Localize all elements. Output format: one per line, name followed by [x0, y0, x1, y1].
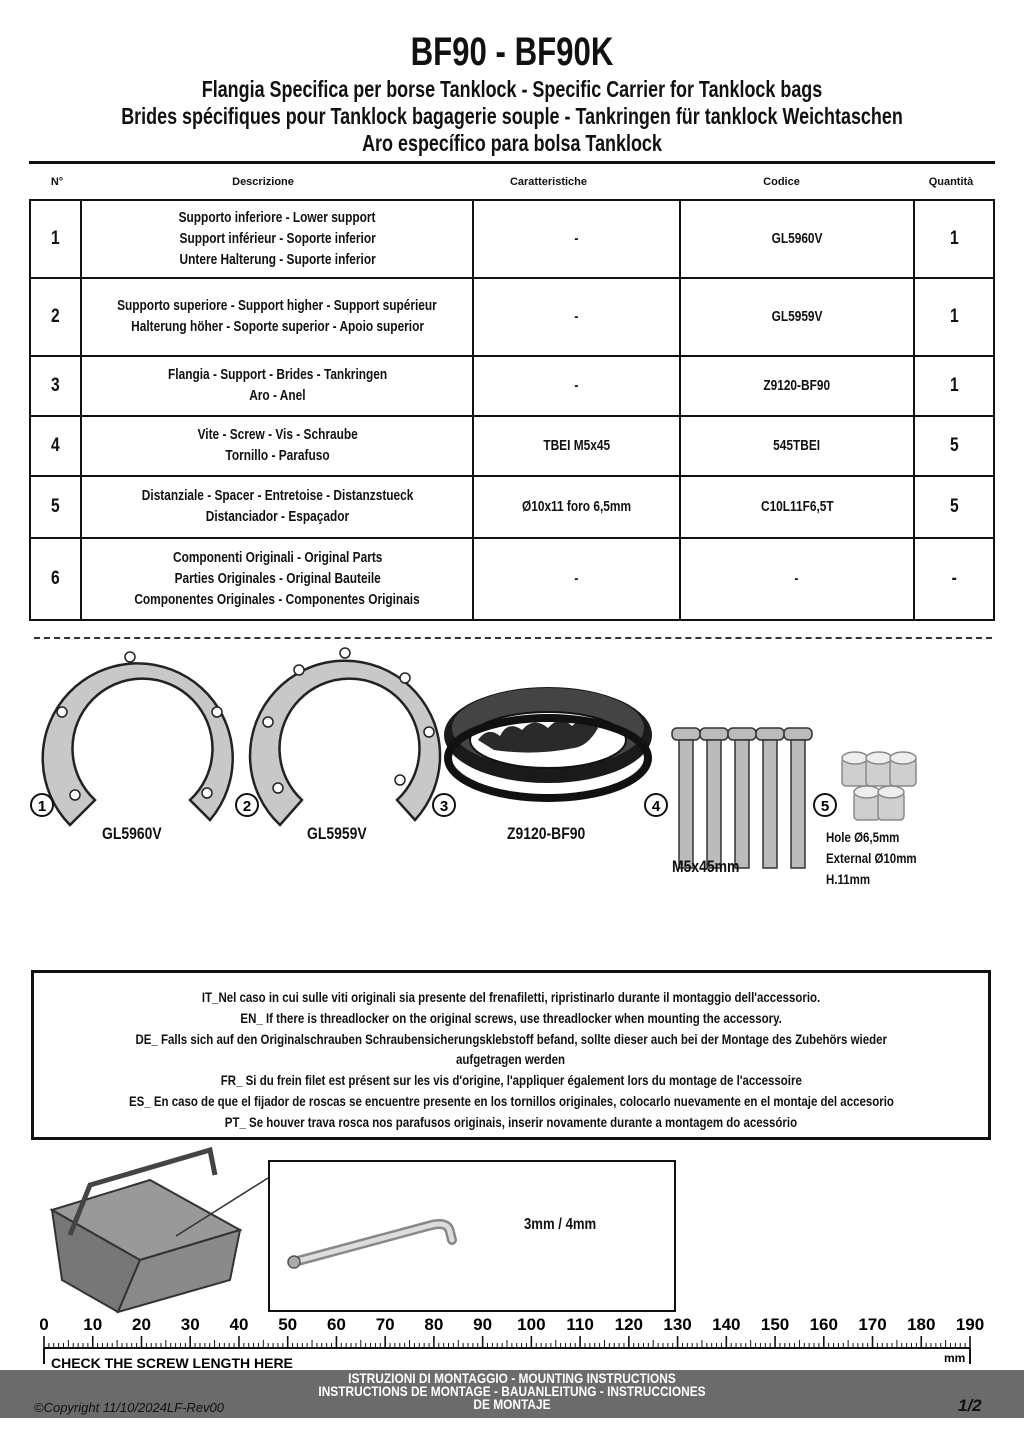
page-number: 1/2	[958, 1396, 982, 1415]
svg-text:2: 2	[242, 798, 252, 815]
spacers-drawing	[842, 752, 916, 820]
footer-line-1: ISTRUZIONI DI MONTAGGIO - MOUNTING INSTRUCTIONS	[348, 1370, 676, 1386]
note-en: EN_ If there is threadlocker on the original screws, use threadlocker when mounting the accessory.	[240, 1010, 782, 1026]
screw-length-ruler	[0, 1300, 1024, 1370]
ruler-tick-label: 180	[907, 1315, 936, 1334]
ruler-tick-label: 50	[278, 1315, 298, 1334]
cell-description: Supporto superiore - Support higher - Support supérieur Halterung höher - Soporte superior - Apoio superior	[81, 278, 473, 356]
document-title: BF90 - BF90K	[410, 30, 614, 74]
spacer-external: External Ø10mm	[826, 850, 917, 866]
ruler-tick-label: 10	[83, 1315, 103, 1334]
svg-text:5: 5	[820, 798, 830, 815]
col-header-characteristics: Caratteristiche	[509, 176, 588, 188]
note-pt: PT_ Se houver trava rosca nos parafusos originais, inserir novamente durante a montagem do acessório	[224, 1114, 798, 1130]
cell-quantity: 1	[914, 356, 994, 416]
cell-code: GL5959V	[680, 278, 914, 356]
svg-text:4: 4	[651, 798, 661, 815]
col-header-code: Codice	[763, 176, 800, 188]
table-row	[30, 200, 994, 278]
flange-ring-drawing	[444, 687, 652, 798]
cell-characteristics: -	[473, 200, 680, 278]
part-badge-4	[645, 794, 667, 816]
cell-description: Distanziale - Spacer - Entretoise - Distanzstueck Distanciador - Espaçador	[81, 476, 473, 538]
footer-line-3: DE MONTAJE	[473, 1396, 551, 1412]
dashed-separator	[34, 637, 992, 639]
svg-text:3: 3	[439, 798, 449, 815]
header-rule	[29, 161, 995, 164]
label-m5x45mm: M5x45mm	[672, 857, 740, 876]
footer-line-2: INSTRUCTIONS DE MONTAGE - BAUANLEITUNG - INSTRUCCIONES	[318, 1383, 706, 1399]
table-row	[30, 278, 994, 356]
ruler-tick-label: 190	[955, 1315, 985, 1334]
ruler-tick-label: 40	[229, 1315, 249, 1334]
cell-code: C10L11F6,5T	[680, 476, 914, 538]
cell-description: Flangia - Support - Brides - Tankringen Aro - Anel	[81, 356, 473, 416]
part-badge-3	[433, 794, 455, 816]
cell-code: 545TBEI	[680, 416, 914, 476]
screws-drawing	[672, 728, 812, 868]
ruler-tick-label: 150	[760, 1315, 790, 1334]
threadlocker-note-box	[31, 970, 991, 1140]
spacer-height: H.11mm	[826, 871, 871, 887]
table-row	[30, 476, 994, 538]
allen-key-icon	[270, 1162, 674, 1310]
ruler-tick-label: 70	[375, 1315, 395, 1334]
cell-description: Vite - Screw - Vis - Schraube Tornillo - Parafuso	[81, 416, 473, 476]
label-gl5960v: GL5960V	[102, 824, 162, 843]
label-gl5959v: GL5959V	[307, 824, 367, 843]
cell-characteristics: -	[473, 538, 680, 620]
part-badge-1	[31, 794, 53, 816]
col-header-description: Descrizione	[232, 176, 294, 188]
col-header-quantity: Quantità	[928, 176, 974, 188]
table-row	[30, 356, 994, 416]
ruler-tick-label: 170	[858, 1315, 887, 1334]
allen-key-box	[268, 1160, 676, 1312]
ruler-tick-label: 0	[39, 1315, 49, 1334]
note-de: DE_ Falls sich auf den Originalschrauben Schraubensicherungsklebstoff befand, sollte dieser auch bei der Montage des Zubehörs wieder	[135, 1031, 887, 1047]
cell-quantity: 5	[914, 476, 994, 538]
svg-text:1: 1	[37, 798, 47, 815]
cell-number: 1	[30, 200, 81, 278]
cell-description: Supporto inferiore - Lower support Support inférieur - Soporte inferior Untere Halterung - Suporte inferior	[81, 200, 473, 278]
note-fr: FR_ Si du frein filet est présent sur les vis d'origine, l'appliquer également lors du montage de l'accessoire	[220, 1072, 802, 1088]
lower-support-drawing	[43, 652, 233, 825]
col-header-number: N°	[50, 176, 64, 188]
ruler-tick-label: 20	[132, 1315, 151, 1334]
table-row	[30, 538, 994, 620]
note-es: ES_ En caso de que el fijador de roscas se encuentre presente en los tornillos originales, colocarlo nuevamente en el montaje del accesorio	[128, 1093, 894, 1109]
subtitle-es: Aro específico para bolsa Tanklock	[362, 130, 662, 156]
cell-code: -	[680, 538, 914, 620]
table-row	[30, 416, 994, 476]
parts-table	[29, 199, 995, 621]
ruler-tick-label: 80	[424, 1315, 444, 1334]
note-de-cont: aufgetragen werden	[456, 1051, 566, 1067]
part-badge-2	[236, 794, 258, 816]
ruler-tick-label: 30	[180, 1315, 200, 1334]
subtitle-it-en: Flangia Specifica per borse Tanklock - Specific Carrier for Tanklock bags	[201, 76, 823, 102]
cell-characteristics: TBEI M5x45	[473, 416, 680, 476]
ruler-tick-label: 130	[663, 1315, 692, 1334]
cell-number: 3	[30, 356, 81, 416]
ruler-tick-label: 100	[517, 1315, 546, 1334]
ruler-tick-label: 160	[809, 1315, 838, 1334]
label-z9120-bf90: Z9120-BF90	[507, 824, 586, 843]
cell-code: Z9120-BF90	[680, 356, 914, 416]
ruler-tick-label: 90	[473, 1315, 493, 1334]
ruler-caption: CHECK THE SCREW LENGTH HERE	[51, 1355, 293, 1370]
cell-number: 6	[30, 538, 81, 620]
allen-key-size: 3mm / 4mm	[524, 1216, 597, 1233]
cell-quantity: -	[914, 538, 994, 620]
part-badge-5	[814, 794, 836, 816]
upper-support-drawing	[250, 648, 440, 825]
cell-quantity: 5	[914, 416, 994, 476]
copyright: ©Copyright 11/10/2024LF-Rev00	[34, 1400, 225, 1415]
parts-illustration	[0, 640, 1024, 910]
ruler-tick-label: 120	[614, 1315, 644, 1334]
ruler-tick-label: 60	[326, 1315, 346, 1334]
cell-characteristics: -	[473, 356, 680, 416]
cell-quantity: 1	[914, 278, 994, 356]
cell-description: Componenti Originali - Original Parts Parties Originales - Original Bauteile Componentes Originales - Componentes Originais	[81, 538, 473, 620]
cell-number: 4	[30, 416, 81, 476]
spacer-hole: Hole Ø6,5mm	[826, 829, 900, 845]
cell-code: GL5960V	[680, 200, 914, 278]
note-it: IT_Nel caso in cui sulle viti originali sia presente del frenafiletti, ripristinarlo durante il montaggio dell'accessorio.	[201, 989, 821, 1005]
cell-characteristics: Ø10x11 foro 6,5mm	[473, 476, 680, 538]
cell-characteristics: -	[473, 278, 680, 356]
ruler-unit: mm	[944, 1351, 966, 1365]
cell-number: 5	[30, 476, 81, 538]
cell-number: 2	[30, 278, 81, 356]
ruler-tick-label: 110	[566, 1315, 594, 1334]
subtitle-fr-de: Brides spécifiques pour Tanklock bagagerie souple - Tankringen für tanklock Weichtaschen	[121, 103, 903, 129]
ruler-tick-label: 140	[712, 1315, 741, 1334]
cell-quantity: 1	[914, 200, 994, 278]
